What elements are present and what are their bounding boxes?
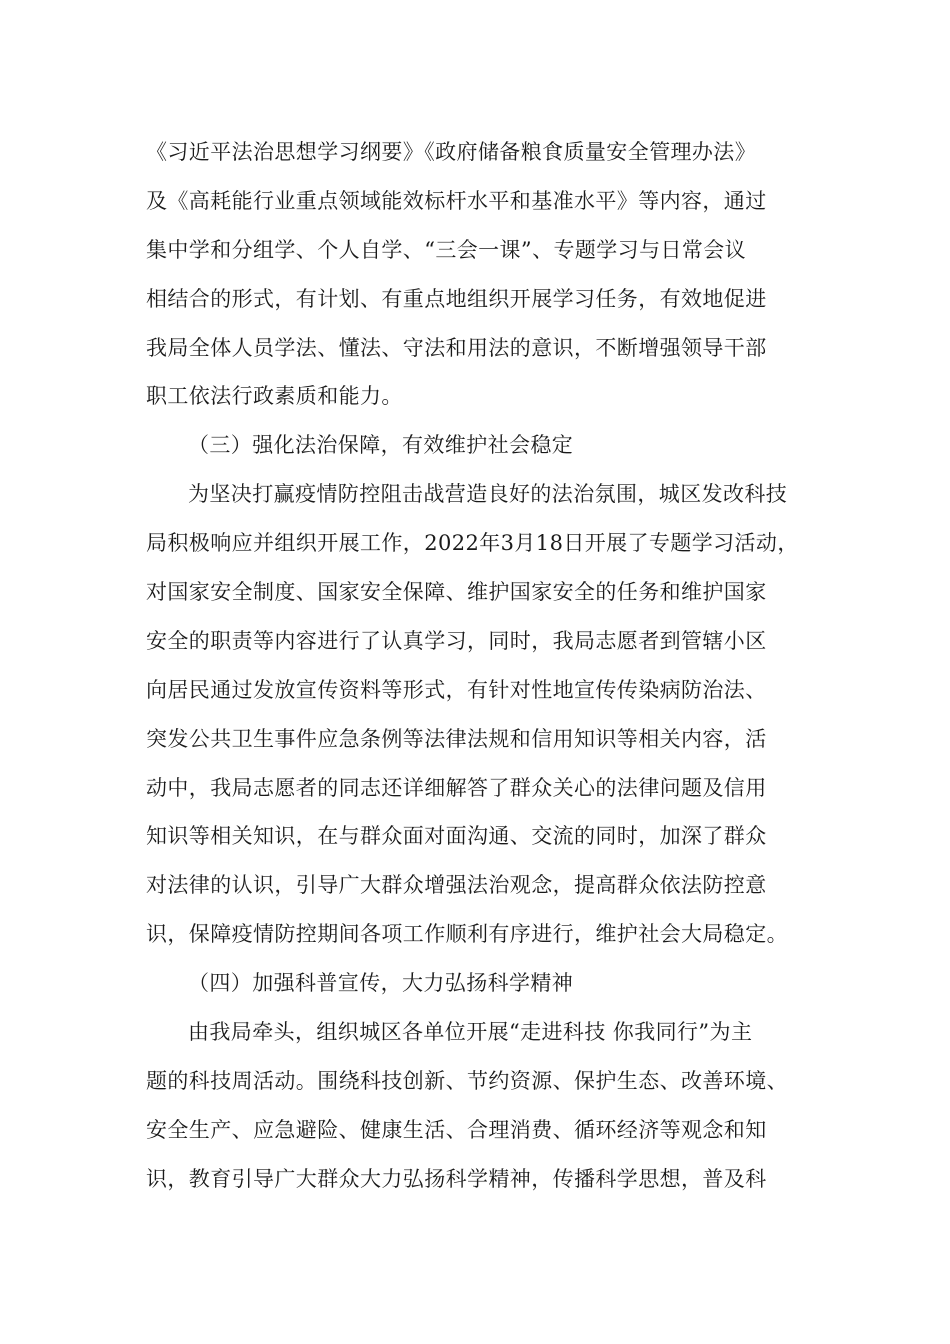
section-heading: （四）加强科普宣传，大力弘扬科学精神 bbox=[188, 971, 574, 996]
text-line: 动中，我局志愿者的同志还详细解答了群众关心的法律问题及信用 bbox=[146, 775, 767, 800]
text-line: 识，教育引导广大群众大力弘扬科学精神，传播科学思想，普及科 bbox=[146, 1166, 767, 1191]
text-line: 《习近平法治思想学习纲要》《政府储备粮食质量安全管理办法》 bbox=[146, 140, 757, 164]
text-line: 向居民通过发放宣传资料等形式，有针对性地宣传传染病防治法、 bbox=[146, 677, 767, 702]
text-line: 突发公共卫生事件应急条例等法律法规和信用知识等相关内容，活 bbox=[146, 726, 767, 751]
text-line: 安全的职责等内容进行了认真学习，同时，我局志愿者到管辖小区 bbox=[146, 628, 767, 653]
section-heading: （三）强化法治保障，有效维护社会稳定 bbox=[188, 433, 574, 458]
text-line: 我局全体人员学法、懂法、守法和用法的意识，不断增强领导干部 bbox=[146, 335, 767, 360]
text-line: 集中学和分组学、个人自学、“三会一课”、专题学习与日常会议 bbox=[146, 237, 747, 262]
document-body bbox=[146, 128, 826, 1204]
text-line: 局积极响应并组织开展工作，2022年3月18日开展了专题学习活动， bbox=[146, 531, 799, 556]
text-line: 及《高耗能行业重点领域能效标杆水平和基准水平》等内容，通过 bbox=[146, 188, 767, 213]
text-line: 为坚决打赢疫情防控阻击战营造良好的法治氛围，城区发改科技 bbox=[188, 482, 788, 507]
text-line: 由我局牵头，组织城区各单位开展“走进科技 你我同行”为主 bbox=[188, 1020, 753, 1045]
text-line: 对法律的认识，引导广大群众增强法治观念，提高群众依法防控意 bbox=[146, 873, 767, 898]
text-line: 职工依法行政素质和能力。 bbox=[146, 384, 403, 409]
text-line: 对国家安全制度、国家安全保障、维护国家安全的任务和维护国家 bbox=[146, 580, 767, 605]
text-line: 相结合的形式，有计划、有重点地组织开展学习任务，有效地促进 bbox=[146, 286, 767, 311]
text-line: 题的科技周活动。围绕科技创新、节约资源、保护生态、改善环境、 bbox=[146, 1068, 788, 1093]
text-line: 安全生产、应急避险、健康生活、合理消费、循环经济等观念和知 bbox=[146, 1117, 767, 1142]
text-line: 知识等相关知识，在与群众面对面沟通、交流的同时，加深了群众 bbox=[146, 824, 767, 849]
text-line: 识，保障疫情防控期间各项工作顺利有序进行，维护社会大局稳定。 bbox=[146, 922, 788, 947]
